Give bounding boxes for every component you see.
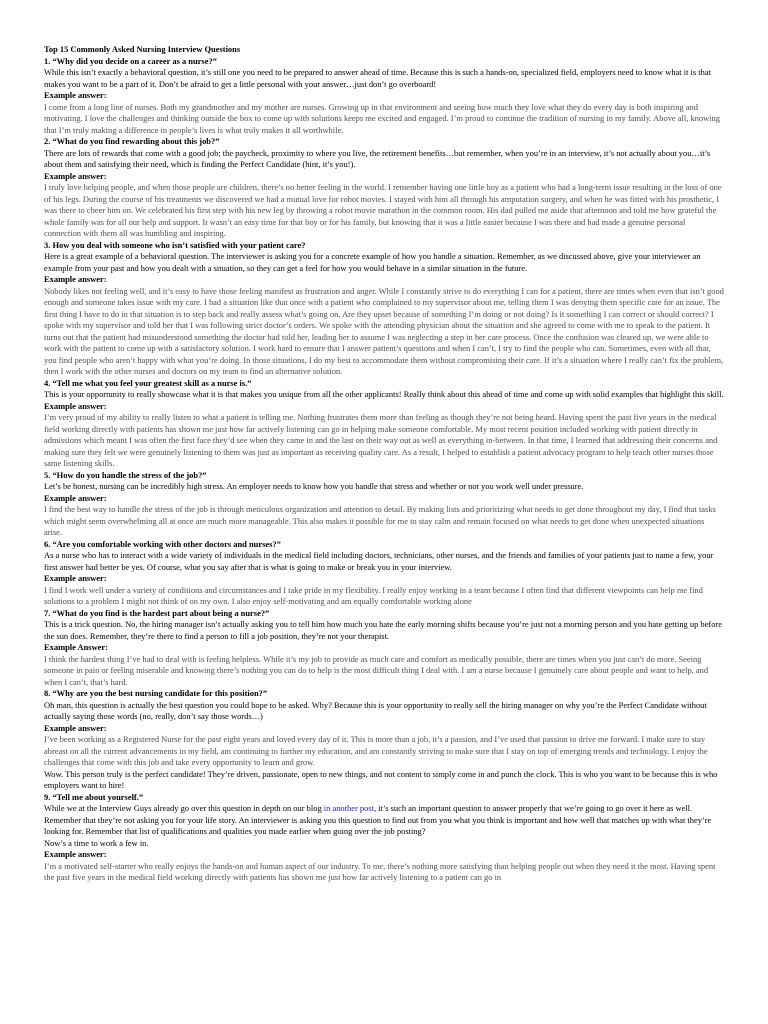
example-answer-label: Example answer:: [44, 170, 107, 181]
example-answer-text: I’m a motivated self-starter who really enjoys the hands-on and human aspect of our industry. To me, there’s nothing more satisfying than helping people out when they need it the most. Having spent the past five years in the medical field working directly with patients has shown me just how far actively listening to a patient can go in: [44, 860, 716, 882]
question-explanation: Wow. This person truly is the perfect candidate! They’re driven, passionate, open to new things, and not content to simply come in and punch the clock. This is who you want to be because this is who employers want to hire!: [44, 768, 718, 790]
example-answer-text: I’m very proud of my ability to really listen to what a patient is telling me. Nothing frustrates them more than feeling as though they’re not being heard. Having spent the past five years in the medical field working directly with patients has shown me just how far actively listening can go in helping make someone comfortable. My most recent position included working with patient directly in admissions which meant I was often the first face they’d see when they came in and the last on their way out as well as everything in-between. In that time, I learned that addressing their concerns and making sure they felt we were genuinely listening to them was just as important as receiving quality care. As a result, I helped to establish a patient advocacy program to help teach other nurses those same listening skills.: [44, 412, 718, 468]
question-heading: 3. How you deal with someone who isn’t satisfied with your patient care?: [44, 239, 306, 250]
example-answer-text: Nobody likes not feeling well, and it’s easy to have those feeling manifest as frustration and anger. While I constantly strive to do everything I can for a patient, there are times when even that isn’t good enough and someone takes issue with my care. I had a situation like that once with a patient who complained to my supervisor about me, telling them I was denying them specific care for an issue. The first thing I have to do in that situation is to step back and really assess what’s going on. Are they upset because of something I’m doing or not doing? Is it something I can correct or should correct? I spoke with my supervisor and told her that I was following strict doctor’s orders. We spoke with the attending physician about the situation and she agreed to come with me to speak to the patient. It turns out that the patient had misunderstood something the doctor had told her, leading her to assume I was neglecting a step in her care process. Once the confusion was cleared up, we were able to work with the patient to come up with a satisfactory solution. I work hard to ensure that I answer patient’s questions and when I can’t, I try to find the people who can. Sometimes, even with all that, you find people who aren’t happy with what you’re doing. In those situations, I do my best to accommodate them without compromising their care. If it’s a situation where I really can’t fix the problem, then I work with the other nurses and doctors on my team to find an alternative solution.: [44, 285, 724, 376]
another-post-link[interactable]: in another post: [323, 803, 374, 813]
document-page: [44, 44, 724, 1020]
question-heading: 7. “What do you find is the hardest part about being a nurse?”: [44, 607, 270, 618]
question-heading: 6. “Are you comfortable working with other doctors and nurses?”: [44, 538, 281, 549]
question-heading: 8. “Why are you the best nursing candidate for this position?”: [44, 688, 268, 698]
document-body: [44, 56, 724, 884]
example-answer-label: Example answer:: [44, 573, 107, 583]
question-explanation: While this isn’t exactly a behavioral question, it’s still one you need to be prepared to answer ahead of time. Because this is such a hands-on, specialized field, employers need to know what it is that makes you want to be a part of it. Don’t be afraid to get a little personal with your answer…just don’t go overboard!: [44, 67, 711, 89]
example-answer-label: Example answer:: [44, 722, 107, 733]
question-heading: 2. “What do you find rewarding about this job?”: [44, 136, 220, 146]
question-heading: 1. “Why did you decide on a career as a nurse?”: [44, 55, 217, 66]
question-heading: 5. “How do you handle the stress of the job?”: [44, 469, 207, 480]
example-answer-text: I truly love helping people, and when those people are children, there’s no better feeling in the world. I remember having one little boy as a patient who had a long-term issue resulting in the loss of one of his legs. During the course of his treatments we discovered we had a mutual love for robot movies. I stayed with him all through his amputation surgery, and when he was fitted with his prosthetic, I was there to cheer him on. We celebrated his first step with his new leg by throwing a robot movie marathon in the common room. His dad pulled me aside that afternoon and told me how grateful the whole family was for all our help and support. It wasn’t an easy time for that boy or for his family, but knowing that it was a little easier because I was there and had made a genuine personal connection with them all was humbling and inspiring.: [44, 182, 722, 238]
question-explanation: Let’s be honest, nursing can be incredibly high stress. An employer needs to know how you handle that stress and whether or not you work well under pressure.: [44, 481, 584, 491]
paragraph-with-link: [44, 803, 724, 815]
question-explanation: As a nurse who has to interact with a wide variety of individuals in the medical field including doctors, technicians, other nurses, and the friends and families of your patients just to name a few, your first answer had better be yes. Of course, what you say after that is what is going to make or break you in your interview.: [44, 550, 714, 572]
question-explanation: This is a trick question. No, the hiring manager isn’t actually asking you to tell him how much you hate the early morning shifts because you’re just not a morning person and you hate getting up before the sun does. Remember, they’re there to find a person to fill a job position, they’re not your therapist.: [44, 619, 722, 641]
example-answer-label: Example answer:: [44, 90, 107, 100]
example-answer-label: Example Answer:: [44, 642, 108, 652]
example-answer-label: Example answer:: [44, 492, 107, 503]
example-answer-label: Example answer:: [44, 849, 107, 859]
example-answer-text: I come from a long line of nurses. Both my grandmother and my mother are nurses. Growing up in that environment and seeing how much they love what they do every day is both inspiring and motivating. I love the challenges and thinking outside the box to come up with solutions keeps me excited and engaged. I’m proud to continue the tradition of nursing in my family. Above all, knowing that I’m truly making a difference in people’s lives is what truly makes it all worthwhile.: [44, 101, 720, 135]
question-heading: 4. “Tell me what you feel your greatest skill as a nurse is.”: [44, 377, 252, 388]
example-answer-text: I find the best way to handle the stress of the job is through meticulous organization and attention to detail. By making lists and prioritizing what needs to get done throughout my day, I find that tasks which might seem overwhelming all at once are much more manageable. This also makes it possible for me to stay calm and remain focused on what needs to get done when unexpected situations arise.: [44, 504, 716, 537]
example-answer-text: I’ve been working as a Registered Nurse for the past eight years and loved every day of it. This is more than a job, it’s a passion, and I’ve used that passion to drive me forward. I make sure to stay abreast on all the current advancements in my field, am continuing to further my education, and am constantly striving to make sure that I stay on top of emerging trends and technology. I enjoy the challenges that come with this job and take every opportunity to learn and grow.: [44, 734, 708, 767]
question-explanation: Now’s a time to work a few in.: [44, 837, 149, 848]
document-title: Top 15 Commonly Asked Nursing Interview Questions: [44, 44, 241, 54]
question-explanation: There are lots of rewards that come with a good job; the paycheck, proximity to where you live, the retirement benefits…but remember, when you’re in an interview, it’s not actually about you…it’s about them and satisfying their need, which is finding the Perfect Candidate (hint, it’s you!).: [44, 147, 711, 169]
paragraph-text: , it’s such an important question to answer properly that we’re going to go over it here as well.: [373, 803, 693, 813]
question-explanation: Remember that they’re not asking you for your life story. An interviewer is asking you this question to find out from you what you think is important and how well that matches up with what they’re looking for. Remember that list of qualifications and qualities you made earlier when going over the job posting?: [44, 814, 712, 836]
example-answer-text: I find I work well under a variety of conditions and circumstances and I take pride in my flexibility. I really enjoy working in a team because I often find that different viewpoints can help me find solutions to a problem I might not think of on my own. I also enjoy self-motivating and am equally comfortable working alone: [44, 584, 703, 606]
question-explanation: This is your opportunity to really showcase what it is that makes you unique from all the other applicants! Really think about this ahead of time and come up with solid examples that highlight this skill.: [44, 389, 724, 399]
question-explanation: Oh man, this question is actually the best question you could hope to be asked. Why? Because this is your opportunity to really sell the hiring manager on why you’re the Perfect Candidate without actually saying those words (no, really, don’t say those words…): [44, 699, 707, 721]
example-answer-label: Example answer:: [44, 400, 107, 411]
example-answer-label: Example answer:: [44, 274, 107, 284]
paragraph-text: While we at the Interview Guys already go over this question in depth on our blog: [44, 803, 324, 813]
example-answer-text: I think the hardest thing I’ve had to deal with is feeling helpless. While it’s my job to provide as much care and comfort as medically possible, there are times when you just can’t do more. Seeing someone in pain or feeling miserable and knowing there’s nothing you can do to help is the most difficult thing I deal with. I am a nurse because I genuinely care about people and want to help, and when I can’t, that’s hard.: [44, 653, 709, 687]
question-heading: 9. “Tell me about yourself.”: [44, 791, 144, 802]
question-explanation: Here is a great example of a behavioral question. The interviewer is asking you for a concrete example of how you handle a situation. Remember, as we discussed above, give your interviewer an example from your past and how you dealt with a situation, so they can get a feel for how you would behave in a similar situation in the future.: [44, 251, 701, 273]
